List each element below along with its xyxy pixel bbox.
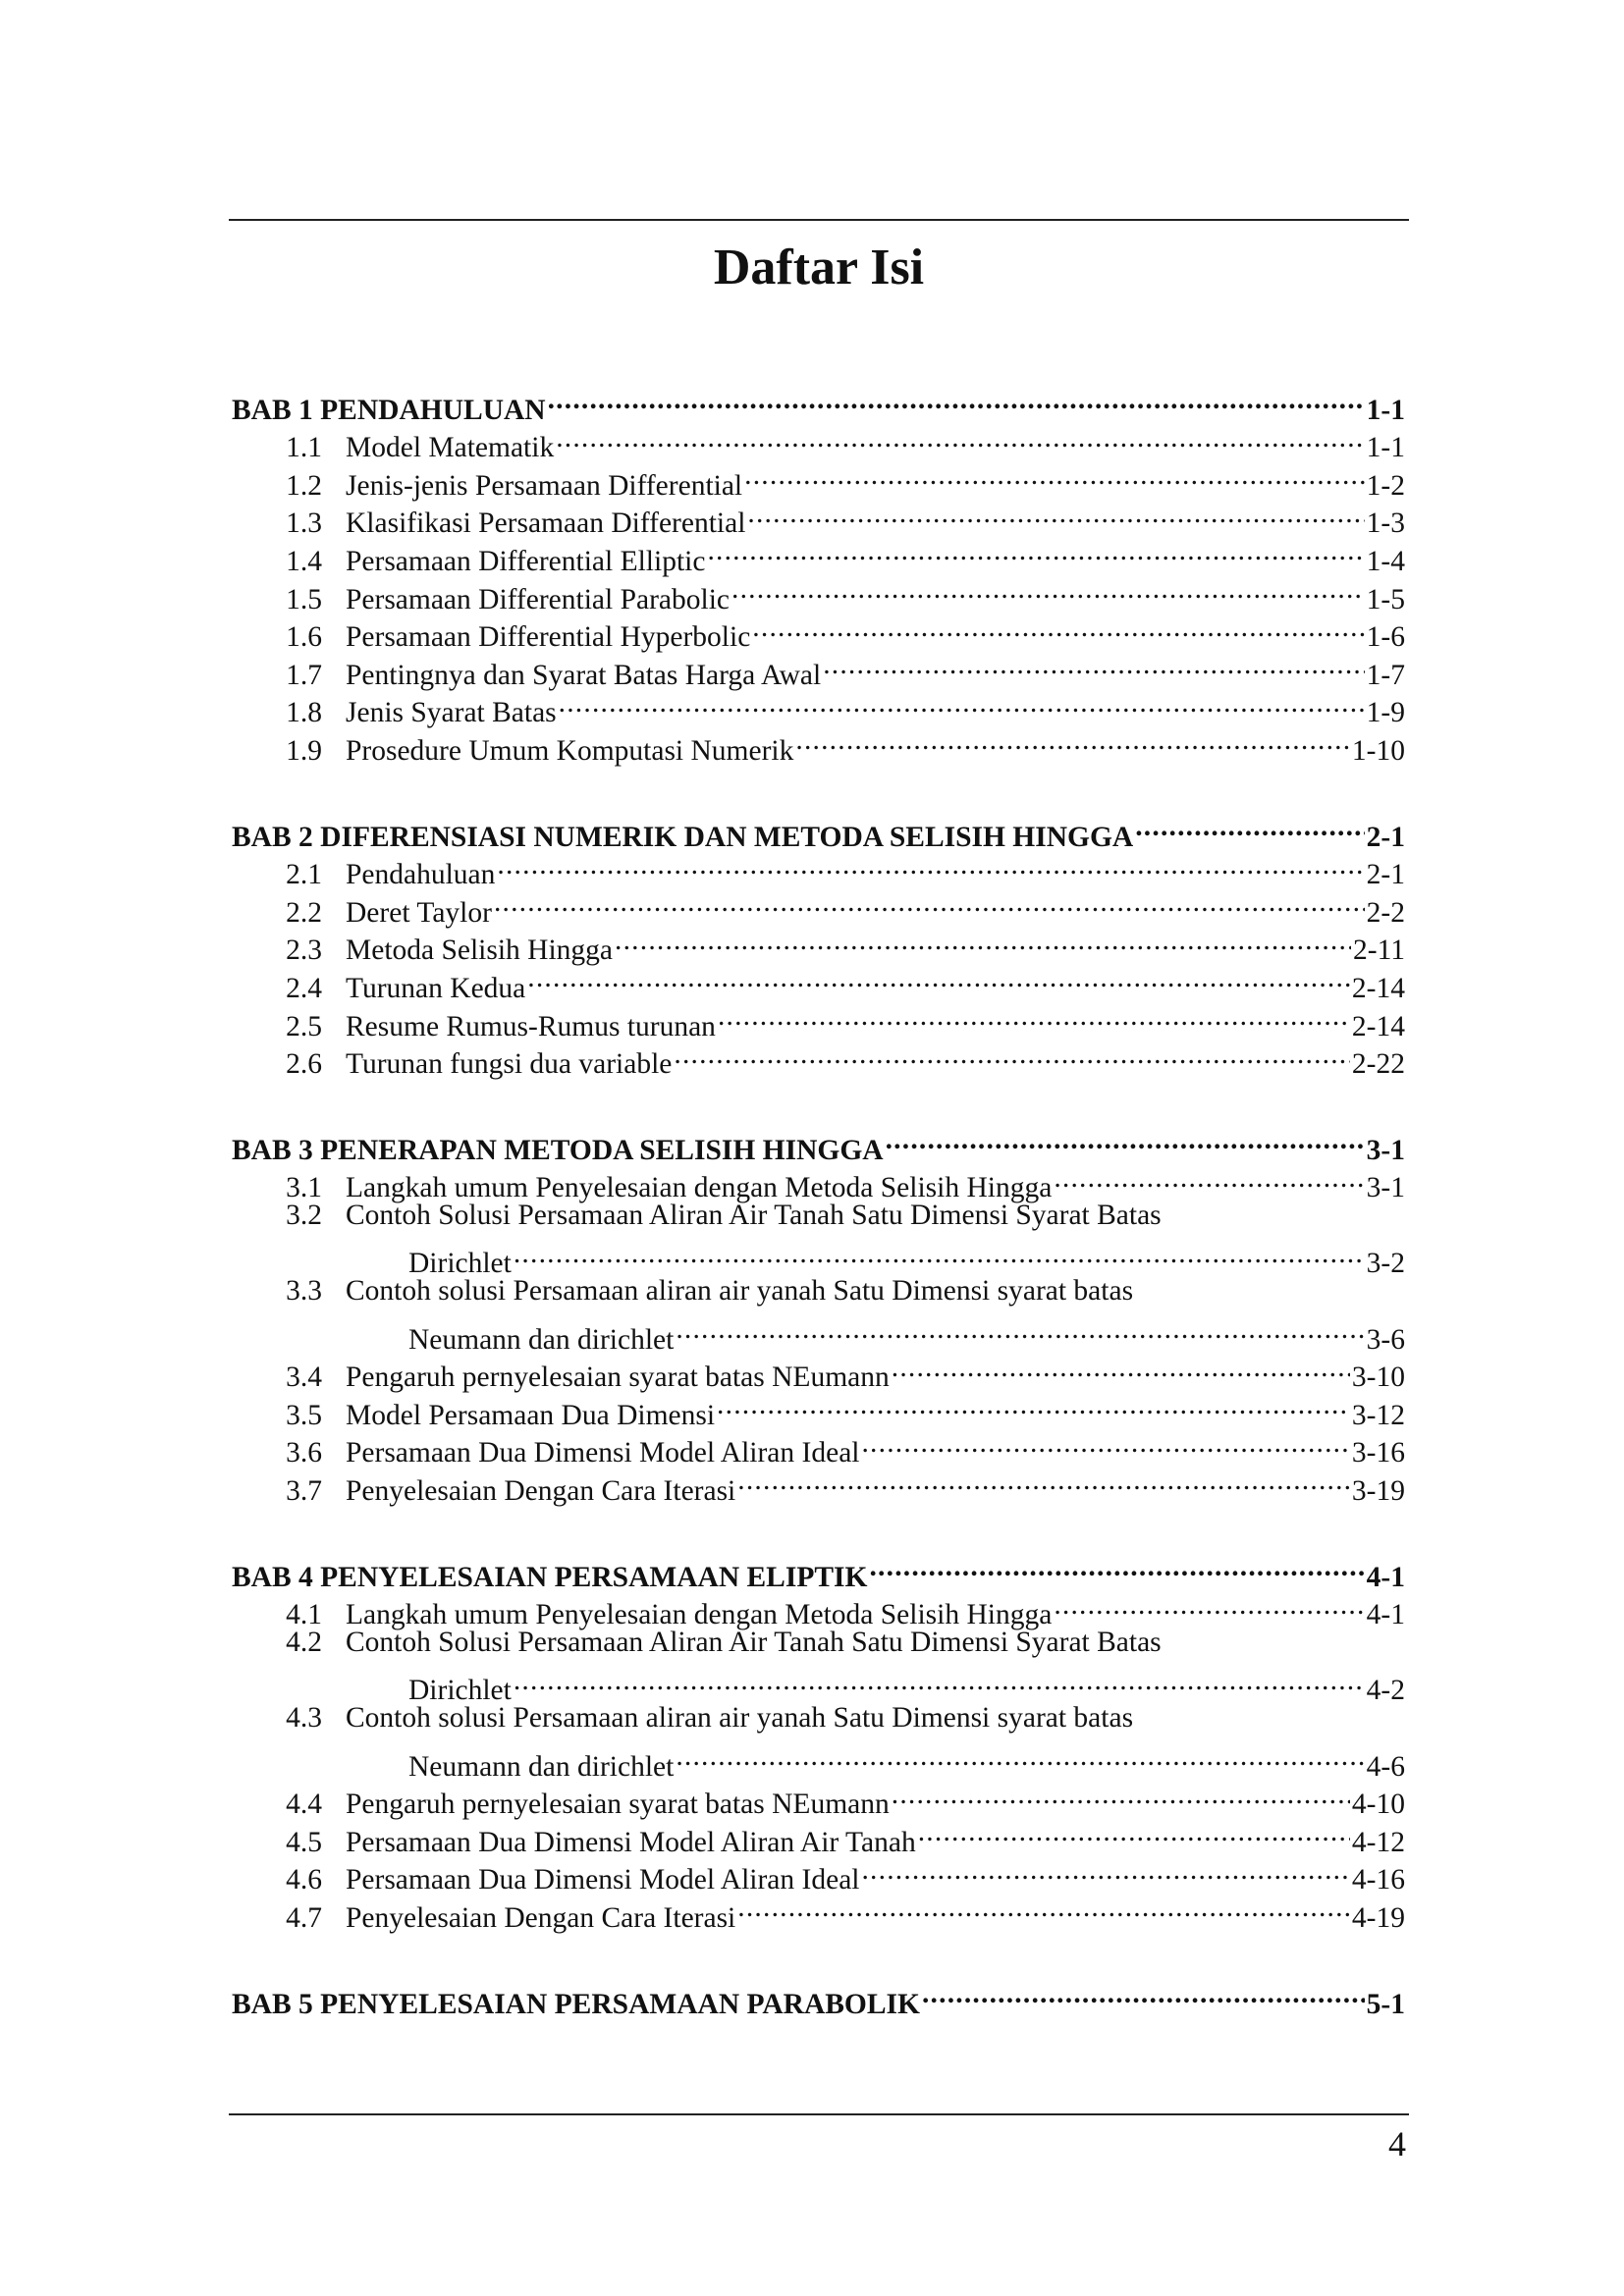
section-page: 2-1 [1366, 859, 1405, 891]
section-number: 4.5 [286, 1826, 322, 1858]
section-number: 1.9 [286, 734, 322, 767]
toc-chapter [232, 1548, 1405, 1934]
toc-chapter-entry[interactable] [232, 381, 1405, 426]
dot-leader [557, 684, 1365, 722]
section-number: 1.3 [286, 507, 322, 540]
spacer [322, 1699, 346, 1737]
section-page: 1-7 [1366, 659, 1405, 691]
section-page: 1-5 [1366, 583, 1405, 615]
page-title: Daftar Isi [713, 240, 925, 295]
section-label: Persamaan Dua Dimensi Model Aliran Ideal [346, 1437, 860, 1469]
section-label: Contoh solusi Persamaan aliran air yanah Satu Dimensi syarat batas [346, 1702, 1134, 1735]
dot-leader [705, 532, 1364, 570]
section-label: Pengaruh pernyelesaian syarat batas NEumann [346, 1789, 890, 1821]
section-label: Langkah umum Penyelesaian dengan Metoda Selisih Hingga [346, 1172, 1053, 1204]
toc-section-continuation[interactable] [232, 1235, 1405, 1280]
spacer [322, 1197, 346, 1235]
chapter-page: 4-1 [1366, 1561, 1405, 1593]
spacer [322, 1624, 346, 1662]
section-label: Pengaruh pernyelesaian syarat batas NEumann [346, 1362, 890, 1394]
section-number: 2.3 [286, 934, 322, 967]
section-number: 2.6 [286, 1048, 322, 1081]
dot-leader [750, 609, 1364, 647]
chapter-label: BAB 4 PENYELESAIAN PERSAMAAN ELIPTIK [232, 1561, 868, 1593]
dot-leader [512, 1235, 1365, 1273]
dot-leader [1133, 808, 1364, 846]
section-label-continued: Neumann dan dirichlet [408, 1323, 675, 1356]
dot-leader [890, 1776, 1350, 1814]
section-page: 2-14 [1351, 972, 1405, 1004]
section-page: 4-10 [1351, 1789, 1405, 1821]
table-of-contents [232, 381, 1405, 2061]
section-page: 1-3 [1366, 507, 1405, 540]
toc-section-entry[interactable] [232, 1699, 1405, 1737]
toc-section-continuation[interactable] [232, 1737, 1405, 1783]
section-number: 4.2 [286, 1627, 322, 1659]
section-page: 2-22 [1351, 1048, 1405, 1081]
section-page: 3-6 [1366, 1323, 1405, 1356]
chapter-label: BAB 2 DIFERENSIASI NUMERIK DAN METODA SELISIH HINGGA [232, 821, 1134, 853]
dot-leader [1052, 1586, 1364, 1625]
dot-leader [742, 456, 1365, 495]
dot-leader [492, 883, 1365, 922]
section-page: 4-2 [1366, 1675, 1405, 1707]
section-label: Persamaan Differential Elliptic [346, 545, 706, 577]
section-number: 2.4 [286, 972, 322, 1004]
section-label: Pentingnya dan Syarat Batas Harga Awal [346, 659, 822, 691]
toc-chapter-entry[interactable] [232, 808, 1405, 853]
dot-leader [821, 646, 1364, 684]
section-page: 1-2 [1366, 469, 1405, 502]
section-page: 1-1 [1366, 432, 1405, 464]
section-number: 2.5 [286, 1010, 322, 1042]
toc-section-continuation[interactable] [232, 1310, 1405, 1356]
dot-leader [546, 381, 1365, 419]
dot-leader [674, 1737, 1364, 1776]
section-label-continued: Dirichlet [408, 1675, 512, 1707]
toc-chapter-entry[interactable] [232, 1121, 1405, 1166]
spacer [322, 1272, 346, 1310]
section-label: Persamaan Dua Dimensi Model Aliran Ideal [346, 1864, 860, 1896]
section-label: Contoh solusi Persamaan aliran air yanah Satu Dimensi syarat batas [346, 1275, 1134, 1308]
section-label: Turunan Kedua [346, 972, 526, 1004]
bottom-rule [229, 2113, 1409, 2115]
section-label: Jenis-jenis Persamaan Differential [346, 469, 743, 502]
chapter-label: BAB 1 PENDAHULUAN [232, 394, 546, 426]
section-number: 1.6 [286, 621, 322, 654]
section-page: 4-12 [1351, 1826, 1405, 1858]
section-label: Penyelesaian Dengan Cara Iterasi [346, 1901, 736, 1934]
section-number: 4.7 [286, 1901, 322, 1934]
chapter-label: BAB 5 PENYELESAIAN PERSAMAAN PARABOLIK [232, 1988, 920, 2020]
section-label: Persamaan Differential Parabolic [346, 583, 730, 615]
section-label: Jenis Syarat Batas [346, 697, 557, 729]
section-number: 1.7 [286, 659, 322, 691]
chapter-page: 2-1 [1366, 821, 1405, 853]
section-label: Model Persamaan Dua Dimensi [346, 1399, 716, 1431]
section-page: 3-16 [1351, 1437, 1405, 1469]
dot-leader [859, 1851, 1349, 1890]
section-number: 1.5 [286, 583, 322, 615]
section-number: 3.1 [286, 1172, 322, 1204]
toc-chapter-entry[interactable] [232, 1975, 1405, 2020]
section-label: Model Matematik [346, 432, 555, 464]
section-page: 1-10 [1351, 734, 1405, 767]
dot-leader [730, 570, 1365, 609]
section-label-continued: Neumann dan dirichlet [408, 1750, 675, 1783]
dot-leader [920, 1975, 1365, 2013]
dot-leader [890, 1349, 1350, 1387]
section-page: 3-2 [1366, 1248, 1405, 1280]
section-label: Resume Rumus-Rumus turunan [346, 1010, 716, 1042]
section-number: 3.4 [286, 1362, 322, 1394]
section-number: 1.4 [286, 545, 322, 577]
section-label: Penyelesaian Dengan Cara Iterasi [346, 1475, 736, 1508]
section-number: 3.5 [286, 1399, 322, 1431]
chapter-label: BAB 3 PENERAPAN METODA SELISIH HINGGA [232, 1134, 884, 1166]
toc-chapter-entry[interactable] [232, 1548, 1405, 1593]
dot-leader [554, 419, 1364, 457]
toc-chapter [232, 1975, 1405, 2020]
dot-leader [735, 1462, 1350, 1500]
dot-leader [613, 922, 1351, 960]
section-label: Deret Taylor [346, 896, 492, 929]
section-label: Persamaan Differential Hyperbolic [346, 621, 751, 654]
section-number: 3.7 [286, 1475, 322, 1508]
section-page: 2-14 [1351, 1010, 1405, 1042]
section-page: 1-9 [1366, 697, 1405, 729]
toc-section-entry[interactable] [232, 1197, 1405, 1235]
toc-chapter [232, 1121, 1405, 1508]
toc-chapter [232, 808, 1405, 1081]
section-page: 4-6 [1366, 1750, 1405, 1783]
section-label: Turunan fungsi dua variable [346, 1048, 673, 1081]
dot-leader [1052, 1159, 1364, 1198]
dot-leader [916, 1813, 1350, 1851]
section-label: Langkah umum Penyelesaian dengan Metoda Selisih Hingga [346, 1599, 1053, 1631]
top-rule [229, 219, 1409, 221]
page-number: 4 [1388, 2124, 1406, 2163]
section-number: 2.2 [286, 896, 322, 929]
section-label: Contoh Solusi Persamaan Aliran Air Tanah Satu Dimensi Syarat Batas [346, 1627, 1162, 1659]
dot-leader [745, 495, 1364, 533]
section-number: 4.1 [286, 1599, 322, 1631]
section-number: 1.8 [286, 697, 322, 729]
toc-chapter [232, 381, 1405, 767]
section-number: 3.3 [286, 1275, 322, 1308]
dot-leader [512, 1662, 1365, 1700]
section-label-continued: Dirichlet [408, 1248, 512, 1280]
section-page: 2-11 [1353, 934, 1405, 967]
section-number: 3.6 [286, 1437, 322, 1469]
chapter-page: 1-1 [1366, 394, 1405, 426]
dot-leader [525, 959, 1350, 997]
dot-leader [867, 1548, 1364, 1586]
toc-section-continuation[interactable] [232, 1662, 1405, 1707]
section-number: 4.3 [286, 1702, 322, 1735]
toc-section-entry[interactable] [232, 1272, 1405, 1310]
section-label: Prosedure Umum Komputasi Numerik [346, 734, 794, 767]
section-number: 4.4 [286, 1789, 322, 1821]
section-page: 2-2 [1366, 896, 1405, 929]
dot-leader [884, 1121, 1365, 1159]
section-number: 2.1 [286, 859, 322, 891]
dot-leader [674, 1310, 1364, 1349]
section-number: 3.2 [286, 1200, 322, 1232]
dot-leader [715, 1386, 1350, 1424]
dot-leader [859, 1424, 1349, 1463]
section-number: 1.1 [286, 432, 322, 464]
section-label: Klasifikasi Persamaan Differential [346, 507, 746, 540]
section-page: 4-16 [1351, 1864, 1405, 1896]
chapter-page: 3-1 [1366, 1134, 1405, 1166]
section-page: 4-1 [1366, 1599, 1405, 1631]
section-page: 3-19 [1351, 1475, 1405, 1508]
dot-leader [735, 1889, 1350, 1927]
section-page: 3-10 [1351, 1362, 1405, 1394]
chapter-page: 5-1 [1366, 1988, 1405, 2020]
section-page: 3-12 [1351, 1399, 1405, 1431]
section-label: Pendahuluan [346, 859, 496, 891]
section-label: Contoh Solusi Persamaan Aliran Air Tanah Satu Dimensi Syarat Batas [346, 1200, 1162, 1232]
section-number: 4.6 [286, 1864, 322, 1896]
dot-leader [495, 846, 1364, 884]
section-number: 1.2 [286, 469, 322, 502]
dot-leader [716, 997, 1350, 1036]
toc-section-entry[interactable] [232, 1624, 1405, 1662]
section-page: 1-6 [1366, 621, 1405, 654]
section-page: 3-1 [1366, 1172, 1405, 1204]
section-page: 4-19 [1351, 1901, 1405, 1934]
dot-leader [672, 1036, 1350, 1074]
section-page: 1-4 [1366, 545, 1405, 577]
section-label: Persamaan Dua Dimensi Model Aliran Air Tanah [346, 1826, 916, 1858]
section-label: Metoda Selisih Hingga [346, 934, 614, 967]
dot-leader [793, 721, 1350, 760]
